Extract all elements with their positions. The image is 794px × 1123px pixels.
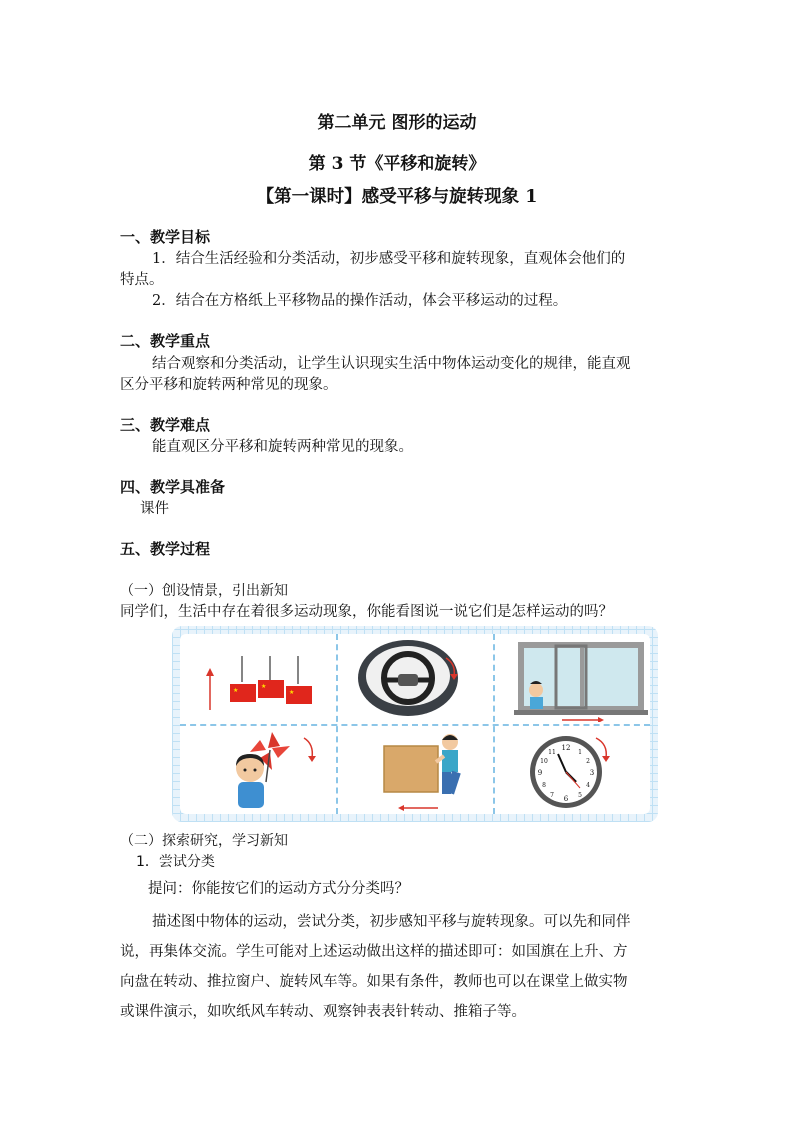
svg-text:9: 9 [537,769,543,777]
part-2-title: （二）探索研究，学习新知 [120,833,288,849]
sliding-window-image [496,634,652,722]
picture-grid [180,634,650,814]
key-points-line-2: 区分平移和旋转两种常见的现象。 [120,377,338,393]
svg-text:3: 3 [589,769,595,777]
svg-text:6: 6 [563,795,569,803]
unit-title: 第二单元 图形的运动 [317,113,477,133]
key-points-line-1: 结合观察和分类活动，让学生认识现实生活中物体运动变化的规律，能直观 [152,356,631,372]
difficulties-heading: 三、教学难点 [120,416,211,434]
svg-text:8: 8 [542,782,546,789]
svg-text:★: ★ [261,683,267,690]
svg-text:7: 7 [550,792,554,799]
goal-1-line-1: 1．结合生活经验和分类活动，初步感受平移和旋转现象，直观体会他们的 [152,251,626,267]
description-line-2: 说，再集体交流。学生可能对上述运动做出这样的描述即可：如国旗在上升、方 [120,944,628,960]
svg-text:2: 2 [586,758,590,765]
description-line-1: 描述图中物体的运动，尝试分类，初步感知平移与旋转现象。可以先和同伴 [152,914,631,930]
part-1-text: 同学们，生活中存在着很多运动现象，你能看图说一说它们是怎样运动的吗？ [120,604,613,620]
svg-text:11: 11 [548,749,556,756]
motion-picture-panel [172,626,658,822]
goal-2: 2．结合在方格纸上平移物品的操作活动，体会平移运动的过程。 [152,293,568,309]
goal-1-line-2: 特点。 [120,272,164,288]
steering-wheel-image [338,634,494,722]
key-points-heading: 二、教学重点 [120,332,211,350]
pushing-box-image [338,726,494,814]
svg-text:4: 4 [586,782,590,789]
pinwheel-image [180,726,336,814]
process-heading: 五、教学过程 [120,540,211,558]
svg-text:12: 12 [561,744,571,752]
svg-text:5: 5 [578,792,582,799]
preparation-line-1: 课件 [140,501,169,517]
svg-text:1: 1 [578,749,582,756]
description-line-3: 向盘在转动、推拉窗户、旋转风车等。如果有条件，教师也可以在课堂上做实物 [120,974,628,990]
difficulties-line-1: 能直观区分平移和旋转两种常见的现象。 [152,439,413,455]
svg-text:10: 10 [540,758,548,765]
flags-rising-image [180,634,336,722]
description-line-4: 或课件演示，如吹纸风车转动、观察钟表表针转动、推箱子等。 [120,1004,526,1020]
preparation-heading: 四、教学具准备 [120,478,226,496]
step-1: 1．尝试分类 [136,854,215,870]
svg-text:★: ★ [289,689,295,696]
question: 提问：你能按它们的运动方式分分类吗？ [148,881,409,897]
goals-heading: 一、教学目标 [120,228,211,246]
section-title: 第 3 节《平移和旋转》 [308,154,486,174]
part-1-title: （一）创设情景，引出新知 [120,583,288,599]
lesson-title: 【第一课时】感受平移与旋转现象 1 [256,187,538,207]
svg-text:★: ★ [233,687,239,694]
clock-image [496,726,652,814]
